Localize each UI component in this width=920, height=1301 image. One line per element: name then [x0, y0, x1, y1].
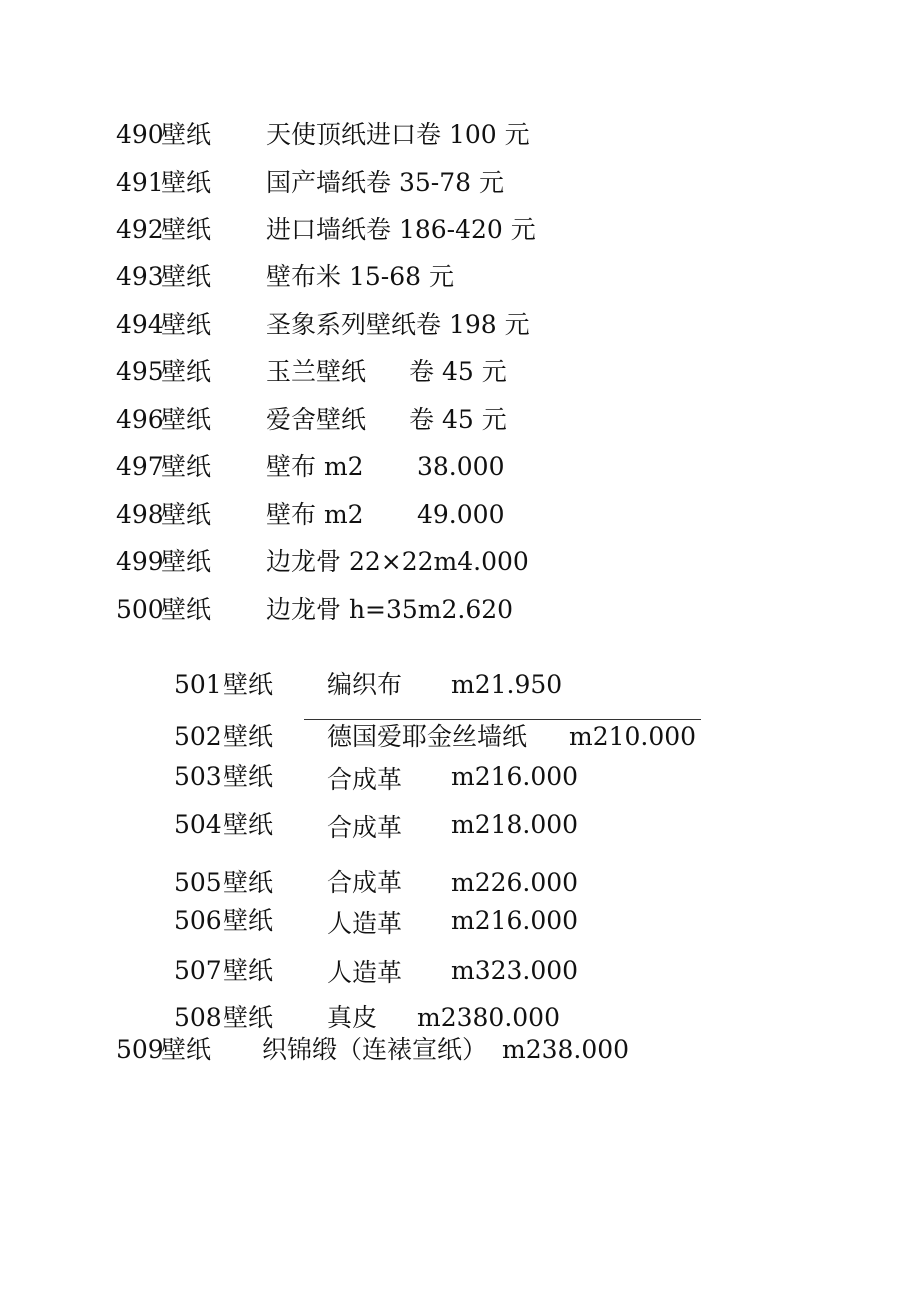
item-category: 壁纸 [161, 452, 212, 481]
item-description: 玉兰壁纸 [266, 357, 367, 386]
item-value: 卷 45 元 [409, 405, 507, 434]
item-number: 498 [116, 500, 164, 529]
item-description: 合成革 [327, 813, 403, 842]
item-category: 壁纸 [223, 1003, 274, 1032]
item-value: m210.000 [569, 722, 697, 751]
item-number: 496 [116, 405, 164, 434]
item-value: m21.950 [451, 670, 563, 699]
item-description: 壁布米 15-68 元 [266, 262, 454, 291]
item-description: 人造革 [327, 909, 403, 938]
item-description: 德国爱耶金丝墙纸 [327, 722, 528, 751]
item-value: m216.000 [451, 906, 579, 935]
item-category: 壁纸 [161, 310, 212, 339]
item-category: 壁纸 [161, 215, 212, 244]
item-description: 边龙骨 h=35m2.620 [266, 595, 514, 624]
item-value: m2380.000 [417, 1003, 560, 1032]
item-number: 506 [174, 906, 222, 935]
item-description: 壁布 m2 [266, 500, 364, 529]
item-category: 壁纸 [161, 262, 212, 291]
item-number: 494 [116, 310, 164, 339]
item-value: m218.000 [451, 810, 579, 839]
item-value: m238.000 [502, 1035, 630, 1064]
item-description: 织锦缎（连裱宣纸） [262, 1035, 488, 1064]
item-number: 508 [174, 1003, 222, 1032]
item-description: 人造革 [327, 958, 403, 987]
item-category: 壁纸 [223, 810, 274, 839]
item-description: 编织布 [327, 670, 403, 699]
item-number: 501 [174, 670, 222, 699]
item-value: 卷 45 元 [409, 357, 507, 386]
item-number: 503 [174, 762, 222, 791]
item-category: 壁纸 [161, 405, 212, 434]
item-category: 壁纸 [223, 956, 274, 985]
item-description: 爱舍壁纸 [266, 405, 367, 434]
item-number: 502 [174, 722, 222, 751]
item-description: 壁布 m2 [266, 452, 364, 481]
item-number: 493 [116, 262, 164, 291]
item-category: 壁纸 [161, 120, 212, 149]
item-category: 壁纸 [223, 906, 274, 935]
item-category: 壁纸 [223, 762, 274, 791]
item-number: 491 [116, 168, 164, 197]
item-value: 38.000 [417, 452, 505, 481]
item-description: 合成革 [327, 765, 403, 794]
item-number: 490 [116, 120, 164, 149]
item-category: 壁纸 [223, 722, 274, 751]
item-category: 壁纸 [223, 670, 274, 699]
item-value: 49.000 [417, 500, 505, 529]
item-number: 509 [116, 1035, 164, 1064]
item-description: 边龙骨 22×22m4.000 [266, 547, 529, 576]
item-number: 495 [116, 357, 164, 386]
item-number: 505 [174, 868, 222, 897]
item-number: 504 [174, 810, 222, 839]
item-description: 天使顶纸进口卷 100 元 [266, 120, 530, 149]
item-value: m216.000 [451, 762, 579, 791]
item-number: 492 [116, 215, 164, 244]
item-number: 500 [116, 595, 164, 624]
item-category: 壁纸 [161, 547, 212, 576]
table-rule-line [304, 719, 701, 720]
item-category: 壁纸 [161, 595, 212, 624]
item-description: 国产墙纸卷 35-78 元 [266, 168, 504, 197]
item-description: 合成革 [327, 868, 403, 897]
item-number: 499 [116, 547, 164, 576]
item-number: 507 [174, 956, 222, 985]
item-value: m226.000 [451, 868, 579, 897]
item-value: m323.000 [451, 956, 579, 985]
item-category: 壁纸 [161, 1035, 212, 1064]
item-category: 壁纸 [161, 500, 212, 529]
item-description: 真皮 [327, 1003, 378, 1032]
item-category: 壁纸 [161, 357, 212, 386]
item-description: 进口墙纸卷 186-420 元 [266, 215, 536, 244]
item-category: 壁纸 [161, 168, 212, 197]
item-category: 壁纸 [223, 868, 274, 897]
item-number: 497 [116, 452, 164, 481]
item-description: 圣象系列壁纸卷 198 元 [266, 310, 530, 339]
